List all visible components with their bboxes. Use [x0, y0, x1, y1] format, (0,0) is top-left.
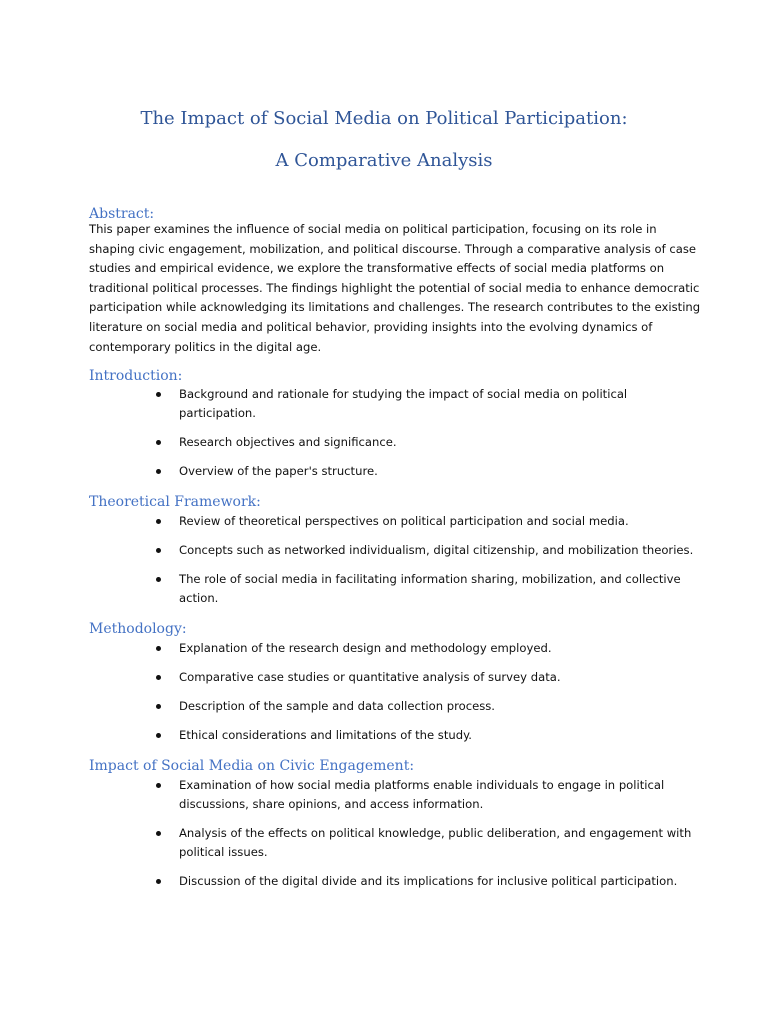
bullet-icon — [156, 783, 161, 788]
list-item-text: The role of social media in facilitating information sharing, mobilization, and collective — [179, 572, 681, 586]
list-item-text: Examination of how social media platforms enable individuals to engage in political — [179, 778, 665, 792]
list-item — [156, 697, 679, 716]
list-item — [156, 776, 679, 814]
civic-engagement-heading: Impact of Social Media on Civic Engagement: — [89, 758, 415, 774]
list-item-text: discussions, share opinions, and access information. — [179, 797, 484, 811]
list-item-text: Background and rationale for studying the impact of social media on political — [179, 387, 628, 401]
theoretical-framework-list — [156, 512, 694, 618]
bullet-icon — [156, 519, 161, 524]
bullet-icon — [156, 469, 161, 474]
bullet-icon — [156, 879, 161, 884]
list-item — [156, 570, 679, 608]
bullet-icon — [156, 440, 161, 445]
list-item — [156, 872, 679, 891]
document-title-line-2: A Comparative Analysis — [275, 150, 493, 171]
bullet-icon — [156, 704, 161, 709]
introduction-heading: Introduction: — [89, 368, 183, 384]
theoretical-framework-heading: Theoretical Framework: — [89, 494, 261, 510]
list-item-text: participation. — [179, 406, 256, 420]
introduction-list — [156, 385, 679, 491]
civic-engagement-list — [156, 776, 692, 901]
list-item-text: Overview of the paper's structure. — [179, 464, 378, 478]
list-item — [156, 512, 679, 531]
methodology-heading: Methodology: — [89, 621, 187, 637]
list-item-text: Ethical considerations and limitations of the study. — [179, 728, 472, 742]
abstract-line: contemporary politics in the digital age. — [89, 339, 322, 354]
list-item — [156, 385, 679, 423]
abstract-heading: Abstract: — [89, 206, 155, 222]
list-item — [156, 462, 679, 481]
abstract-line: traditional political processes. The findings highlight the potential of social media to enhance democratic — [89, 280, 700, 295]
list-item-text: Explanation of the research design and methodology employed. — [179, 641, 552, 655]
bullet-icon — [156, 646, 161, 651]
abstract-line: participation while acknowledging its limitations and challenges. The research contributes to the existing — [89, 300, 701, 315]
abstract-line: literature on social media and political behavior, providing insights into the evolving dynamics of — [89, 319, 653, 334]
bullet-icon — [156, 577, 161, 582]
list-item-text: Review of theoretical perspectives on political participation and social media. — [179, 514, 629, 528]
list-item — [156, 726, 679, 745]
methodology-list — [156, 639, 679, 755]
list-item — [156, 824, 692, 862]
bullet-icon — [156, 831, 161, 836]
list-item-text: action. — [179, 591, 219, 605]
abstract-line: This paper examines the influence of social media on political participation, focusing on its role in — [89, 222, 657, 236]
list-item — [156, 433, 679, 452]
list-item-text: political issues. — [179, 845, 268, 859]
list-item-text: Analysis of the effects on political knowledge, public deliberation, and engagement with — [179, 826, 692, 840]
abstract-line: studies and empirical evidence, we explore the transformative effects of social media platforms on — [89, 261, 665, 276]
abstract-line: shaping civic engagement, mobilization, and political discourse. Through a comparative analysis of case — [89, 241, 697, 256]
list-item-text: Concepts such as networked individualism, digital citizenship, and mobilization theories. — [179, 543, 694, 557]
list-item-text: Description of the sample and data collection process. — [179, 699, 495, 713]
list-item — [156, 541, 694, 560]
list-item-text: Research objectives and significance. — [179, 435, 397, 449]
bullet-icon — [156, 733, 161, 738]
list-item — [156, 668, 679, 687]
abstract-body — [89, 220, 701, 357]
list-item-text: Comparative case studies or quantitative analysis of survey data. — [179, 670, 561, 684]
list-item — [156, 639, 679, 658]
list-item-text: Discussion of the digital divide and its implications for inclusive political participation. — [179, 874, 678, 888]
bullet-icon — [156, 392, 161, 397]
document-title-line-1: The Impact of Social Media on Political Participation: — [140, 108, 628, 129]
bullet-icon — [156, 675, 161, 680]
bullet-icon — [156, 548, 161, 553]
